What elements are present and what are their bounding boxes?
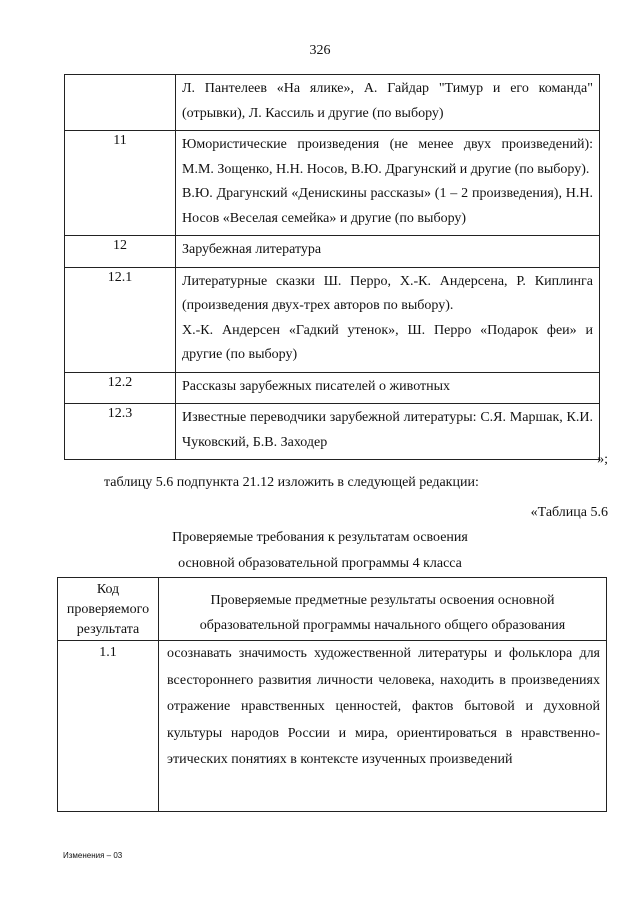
table-row (65, 372, 600, 404)
row-content (176, 267, 600, 372)
table-row (65, 75, 600, 131)
row-number: 12.2 (65, 372, 176, 404)
requirements-table (57, 577, 607, 812)
row-number (65, 75, 176, 131)
header-code: Код проверяемого результата (58, 578, 159, 641)
row-content (176, 236, 600, 268)
table-label: «Таблица 5.6 (530, 505, 608, 520)
table-row (65, 267, 600, 372)
amendment-instruction: таблицу 5.6 подпункта 21.12 изложить в следующей редакции: (104, 475, 479, 490)
table-row (65, 131, 600, 236)
row-paragraph: Литературные сказки Ш. Перро, Х.-К. Андерсена, Р. Киплинга (произведения двух-трех авторов по выбору). (182, 273, 593, 313)
table-row (58, 641, 607, 812)
row-paragraph: Юмористические произведения (не менее двух произведений): М.М. Зощенко, Н.Н. Носов, В.Ю. Драгунский и другие (по выбору). (182, 137, 593, 177)
result-code: 1.1 (58, 641, 159, 812)
row-paragraph: Х.-К. Андерсен «Гадкий утенок», Ш. Перро «Подарок феи» и другие (по выбору) (182, 322, 593, 362)
row-number: 12.3 (65, 404, 176, 460)
literature-topics-table (64, 74, 600, 460)
row-content (176, 372, 600, 404)
row-number: 12 (65, 236, 176, 268)
table-header-row (58, 578, 607, 641)
row-paragraph: В.Ю. Драгунский «Денискины рассказы» (1 – 2 произведения), Н.Н. Носов «Веселая семейка» и другие (по выбору) (182, 186, 593, 226)
header-results: Проверяемые предметные результаты освоения основной образовательной программы начального общего образования (159, 578, 607, 641)
row-number: 12.1 (65, 267, 176, 372)
table-title-line: основной образовательной программы 4 класса (178, 556, 462, 571)
row-paragraph: Л. Пантелеев «На ялике», А. Гайдар "Тимур и его команда" (отрывки), Л. Кассиль и другие (по выбору) (182, 81, 593, 121)
table-title (0, 525, 640, 577)
row-paragraph: Рассказы зарубежных писателей о животных (182, 378, 451, 394)
footer-note: Изменения – 03 (63, 851, 123, 860)
row-paragraph: Известные переводчики зарубежной литературы: С.Я. Маршак, К.И. Чуковский, Б.В. Заходер (182, 410, 593, 450)
table-row (65, 236, 600, 268)
table-row (65, 404, 600, 460)
result-text: осознавать значимость художественной литературы и фольклора для всестороннего развития личности человека, находить в произведениях отражение нравственных ценностей, фактов бытовой и духовной культуры народов России и мира, ориентироваться в нравственно-этических понятиях в контексте изученных произведений (159, 641, 607, 812)
row-content (176, 131, 600, 236)
row-paragraph: Зарубежная литература (182, 242, 322, 257)
closing-quote: »; (597, 452, 608, 467)
row-content (176, 75, 600, 131)
page-number: 326 (309, 43, 331, 58)
table-title-line: Проверяемые требования к результатам освоения (172, 530, 468, 545)
row-number: 11 (65, 131, 176, 236)
row-content (176, 404, 600, 460)
